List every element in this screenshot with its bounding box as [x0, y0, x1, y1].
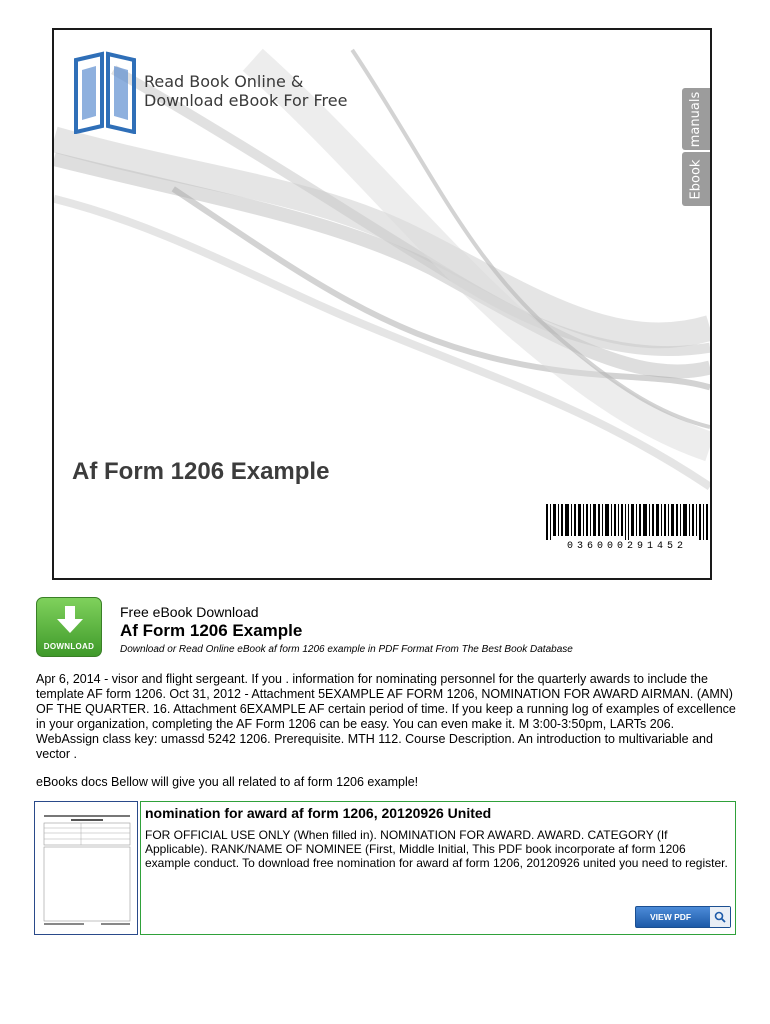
side-tab-ebook — [682, 152, 710, 206]
view-pdf-button[interactable] — [635, 906, 731, 928]
logo-text — [144, 72, 347, 110]
side-tab-manuals-label: manuals — [688, 91, 704, 147]
side-tabs — [682, 88, 710, 208]
result-title[interactable]: nomination for award af form 1206, 20120926 United — [145, 805, 492, 821]
book-cover — [52, 28, 712, 580]
cover-title: Af Form 1206 Example — [72, 458, 330, 485]
book-title: Af Form 1206 Example — [120, 621, 303, 640]
download-label: DOWNLOAD — [43, 642, 95, 651]
free-ebook-label: Free eBook Download — [120, 604, 259, 620]
side-tab-manuals — [682, 88, 710, 150]
book-subtitle: Download or Read Online eBook af form 1206 example in PDF Format From The Best Book Database — [120, 644, 573, 655]
result-thumbnail[interactable] — [34, 801, 138, 935]
view-pdf-label: VIEW PDF — [650, 912, 692, 922]
open-book-icon — [72, 50, 140, 134]
intro-paragraph: Apr 6, 2014 - visor and flight sergeant. If you . information for nominating personnel for the quarterly awards to include the template AF form 1206. Oct 31, 2012 - Attachment 5EXAMPLE AF FORM 1206, NOMINATION FOR AWARD AIRMAN. (AMN) OF THE QUARTER. 16. Attachment 6EXAMPLE AF certain period of time. If you keep a running log of examples of excellence in your organization, completing the AF Form 1206 can be easy. You can even make it. M 3:00-3:50pm, LARTs 206. WebAssign class key: umassd 5242 1206. Prerequisite. MTH 112. Course Description. An introduction to multivariable and vector . — [36, 672, 736, 761]
barcode — [544, 502, 710, 550]
download-badge[interactable] — [36, 597, 102, 657]
docs-line: eBooks docs Bellow will give you all related to af form 1206 example! — [36, 775, 419, 789]
logo-line-2: Download eBook For Free — [144, 91, 348, 110]
book-header — [120, 604, 573, 656]
document-thumbnail-icon — [41, 812, 133, 928]
result-card — [140, 801, 736, 935]
magnifier-icon — [710, 907, 730, 927]
cover-wave-art — [54, 30, 710, 578]
barcode-number: 036000291452 — [566, 541, 688, 550]
download-arrow-icon — [54, 606, 86, 636]
side-tab-ebook-label: Ebook — [688, 159, 704, 199]
result-description: FOR OFFICIAL USE ONLY (When filled in). NOMINATION FOR AWARD. AWARD. CATEGORY (If Applicable). RANK/NAME OF NOMINEE (First, Middle Initial, This PDF book incorporate af form 1206 example conduct. To download free nomination for award af form 1206, 20120926 united you need to register. — [145, 828, 728, 870]
logo-line-1: Read Book Online & — [144, 72, 304, 91]
result-item — [34, 801, 736, 935]
